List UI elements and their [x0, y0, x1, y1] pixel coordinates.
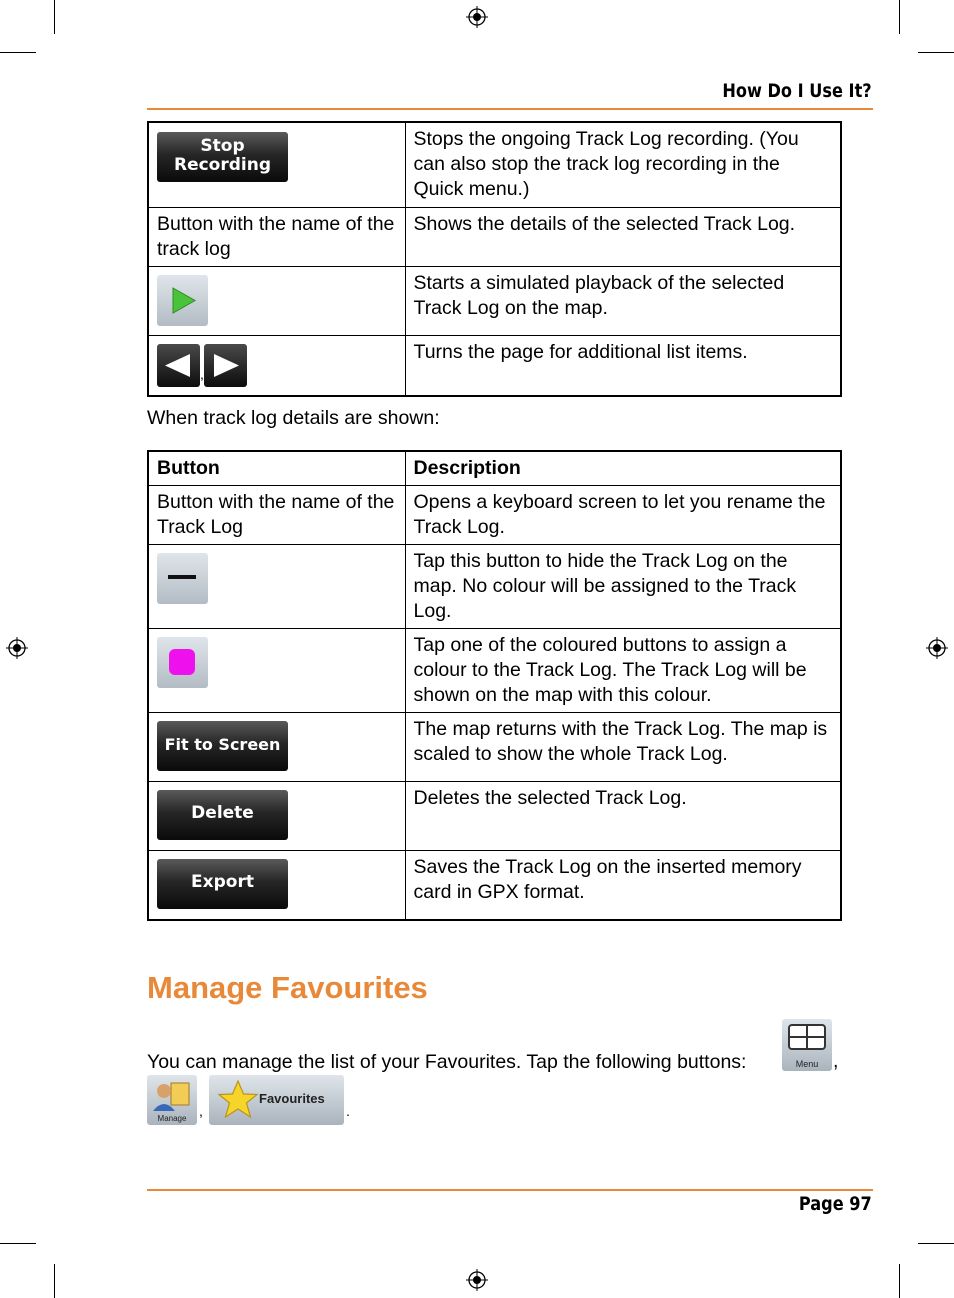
description-cell: Starts a simulated playback of the selected Track Log on the map. [405, 266, 841, 335]
header-rule [147, 108, 873, 110]
table-row [148, 122, 841, 207]
table-row [148, 851, 841, 920]
description-cell: Shows the details of the selected Track Log. [405, 207, 841, 266]
crop-mark [918, 1243, 954, 1244]
table-row [148, 486, 841, 545]
crop-mark [54, 1264, 55, 1298]
column-header-description: Description [405, 451, 841, 486]
play-button[interactable] [157, 275, 208, 326]
play-icon [157, 275, 208, 326]
description-cell: Tap this button to hide the Track Log on the map. No colour will be assigned to the Track Log. [405, 545, 841, 629]
crop-mark [918, 52, 954, 53]
table-row: , Turns the page for additional list items. [148, 335, 841, 396]
crop-mark [899, 0, 900, 34]
table-row [148, 713, 841, 782]
description-cell: The map returns with the Track Log. The map is scaled to show the whole Track Log. [405, 713, 841, 782]
table-row [148, 266, 841, 335]
column-header-button: Button [148, 451, 405, 486]
manage-button[interactable] [147, 1075, 197, 1125]
menu-button[interactable] [782, 1019, 832, 1071]
favourites-button[interactable] [209, 1075, 344, 1125]
separator: . [346, 1103, 350, 1119]
description-cell: Opens a keyboard screen to let you rename the Track Log. [405, 486, 841, 545]
arrow-left-icon [157, 344, 200, 387]
running-header: How Do I Use It? [722, 80, 872, 102]
delete-button[interactable]: Delete [157, 790, 288, 840]
crop-mark [899, 1264, 900, 1298]
description-cell: Turns the page for additional list items. [405, 335, 841, 396]
registration-mark-icon [466, 6, 488, 28]
track-log-buttons-table [147, 121, 842, 397]
section-title: Manage Favourites [147, 970, 428, 1005]
menu-button-label: Menu [795, 1059, 819, 1069]
crop-mark [0, 1243, 36, 1244]
footer-rule [147, 1189, 873, 1191]
button-cell: Button with the name of the Track Log [148, 486, 405, 545]
intro-text: When track log details are shown: [147, 407, 440, 429]
star-icon [213, 1075, 263, 1125]
table-header-row [148, 451, 841, 486]
table-row [148, 782, 841, 851]
description-cell: Tap one of the coloured buttons to assign a colour to the Track Log. The Track Log will be shown on the map with this colour. [405, 629, 841, 713]
table-row [148, 207, 841, 266]
colour-button[interactable] [157, 637, 208, 688]
section-text: You can manage the list of your Favourites. Tap the following buttons: [147, 1051, 747, 1073]
track-log-details-table [147, 450, 842, 921]
export-button[interactable]: Export [157, 859, 288, 909]
colour-swatch-icon [157, 637, 208, 688]
manage-button-label: Manage [157, 1114, 187, 1123]
stop-recording-button[interactable]: Stop Recording [157, 132, 288, 182]
next-page-button[interactable] [204, 344, 247, 387]
separator: , [833, 1050, 839, 1072]
registration-mark-icon [926, 637, 948, 659]
hide-track-button[interactable] [157, 553, 208, 604]
registration-mark-icon [6, 637, 28, 659]
registration-mark-icon [466, 1269, 488, 1291]
description-cell: Saves the Track Log on the inserted memory card in GPX format. [405, 851, 841, 920]
page-number: Page 97 [799, 1193, 872, 1215]
crop-mark [0, 52, 36, 53]
table-row [148, 629, 841, 713]
fit-to-screen-button[interactable]: Fit to Screen [157, 721, 288, 771]
description-cell: Stops the ongoing Track Log recording. (You can also stop the track log recording in the Quick menu.) [405, 122, 841, 207]
table-row [148, 545, 841, 629]
button-cell: Button with the name of the track log [148, 207, 405, 266]
previous-page-button[interactable] [157, 344, 200, 387]
arrow-right-icon [204, 344, 247, 387]
crop-mark [54, 0, 55, 34]
favourites-button-label: Favourites [259, 1091, 325, 1106]
dash-icon [157, 553, 208, 604]
separator: , [199, 1103, 203, 1119]
description-cell: Deletes the selected Track Log. [405, 782, 841, 851]
